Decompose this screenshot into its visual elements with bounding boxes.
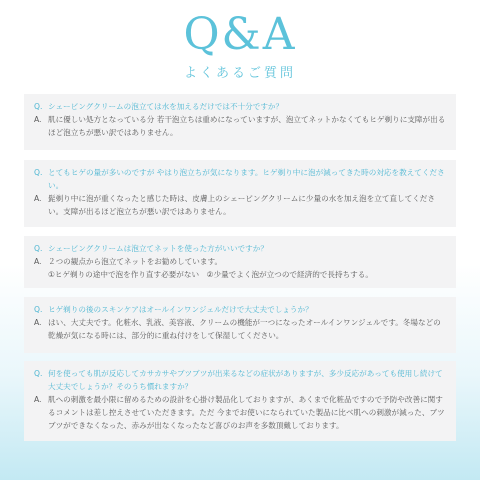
- question-text: ヒゲ剃りの後のスキンケアはオールインワンジェルだけで大丈夫でしょうか？: [48, 305, 313, 314]
- question-row: [34, 166, 446, 192]
- q-mark: Q.: [34, 305, 43, 314]
- page-subtitle: よくあるご質問: [183, 66, 296, 81]
- answer-text: 肌に優しい処方となっている分 若干泡立ちは重めになっていますが、泡立てネットかなくてもヒゲ剃りに支障が出るほど泡立ちが悪い訳ではありません。: [48, 115, 446, 137]
- q-mark: Q.: [34, 369, 43, 378]
- answer-text: 肌への刺激を最小限に留めるための設計を心掛け製品化しておりますが、あくまで化粧品ですので予防や改善に関するコメントは差し控えさせていただきます。ただ 今までお使いになられていた製品に比べ肌への刺激が減った、ブツブツができなくなった、赤みが出なくなったなど喜びのお声を多数頂戴しております。: [48, 395, 445, 430]
- question-row: [34, 303, 446, 316]
- a-mark: A.: [34, 115, 42, 124]
- question-row: [34, 242, 446, 255]
- qa-card-3: [24, 236, 456, 288]
- qa-card-4: [24, 297, 456, 353]
- answer-row: [34, 255, 446, 268]
- answer-row: [34, 393, 446, 432]
- a-mark: A.: [34, 257, 42, 266]
- qa-card-2: [24, 160, 456, 227]
- qa-card-1: [24, 94, 456, 150]
- answer-row: [34, 316, 446, 342]
- qa-logo: Q&A: [183, 9, 297, 60]
- q-mark: Q.: [34, 244, 43, 253]
- answer-note: ①ヒゲ剃りの途中で泡を作り直す必要がない ②少量でよく泡が立つので経済的で長持ちする。: [48, 270, 373, 279]
- a-mark: A.: [34, 318, 42, 327]
- answer-row: [34, 113, 446, 139]
- a-mark: A.: [34, 395, 42, 404]
- question-text: シェービングクリームの泡立ては水を加えるだけでは不十分ですか？: [48, 102, 284, 111]
- qa-card-5: [24, 361, 456, 441]
- question-row: [34, 100, 446, 113]
- question-text: シェービングクリームは泡立てネットを使った方がいいですか？: [48, 244, 268, 253]
- answer-text: ２つの観点から泡立てネットをお勧めしています。: [48, 257, 223, 266]
- answer-text: 髭剃り中に泡が重くなったと感じた時は、皮膚上のシェービングクリームに少量の水を加え泡を立て直してください。支障が出るほど泡立ちが悪い訳ではありません。: [48, 194, 435, 216]
- question-text: とてもヒゲの量が多いのですが やはり泡立ちが気になります。ヒゲ剃り中に泡が減ってきた時の対応を教えてください。: [48, 168, 445, 190]
- a-mark: A.: [34, 194, 42, 203]
- q-mark: Q.: [34, 102, 43, 111]
- header: [0, 10, 480, 81]
- answer-text: はい、大丈夫です。化粧水、乳液、美容液、クリームの機能が一つになったオールインワンジェルです。冬場などの乾燥が気になる時には、部分的に重ね付けをして保湿してください。: [48, 318, 441, 340]
- question-text: 何を使っても肌が反応してカサカサやブツブツが出来るなどの症状がありますが、多少反応があっても使用し続けて大丈夫でしょうか？そのうち慣れますか？: [48, 369, 443, 391]
- question-row: [34, 367, 446, 393]
- q-mark: Q.: [34, 168, 43, 177]
- answer-row: [34, 192, 446, 218]
